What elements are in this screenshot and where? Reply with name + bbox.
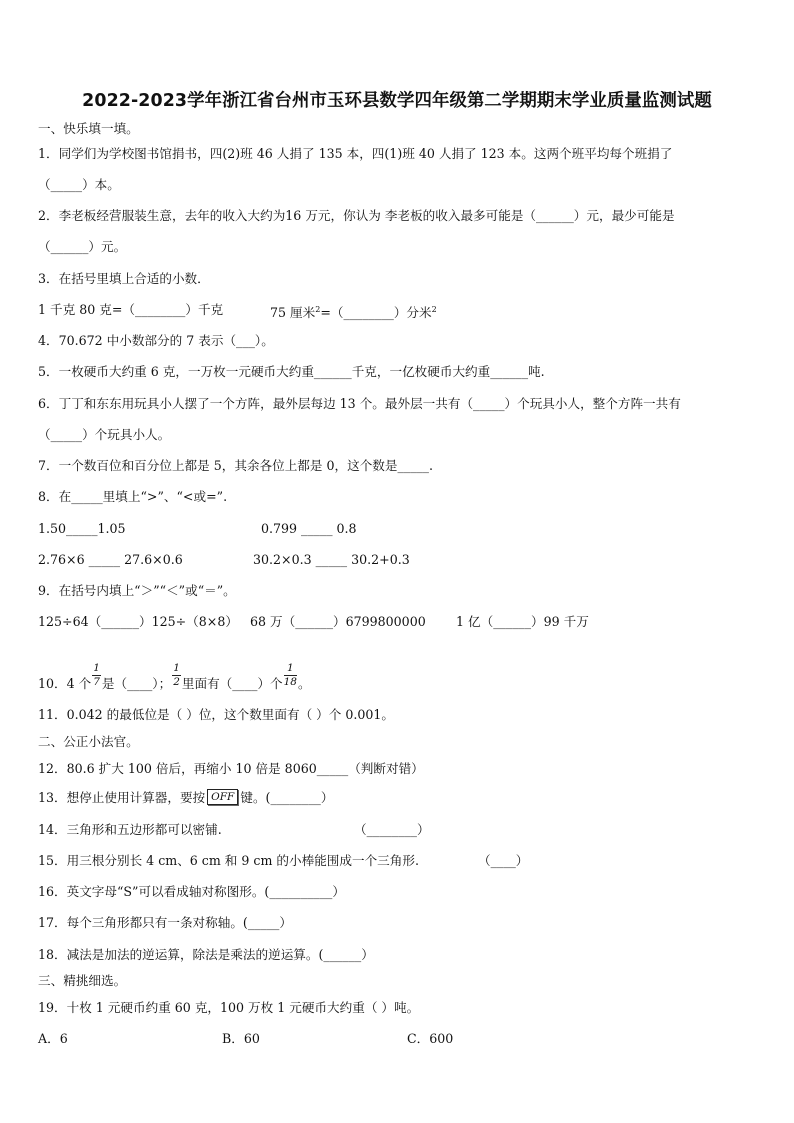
- fraction-denominator: 7: [93, 676, 100, 688]
- question-12: 12．80.6 扩大 100 倍后，再缩小 10 倍是 8060_____（判断对错）: [38, 761, 424, 776]
- fraction-denominator: 2: [173, 676, 180, 688]
- question-1-line-2: （_____）本。: [38, 177, 120, 192]
- question-3-part-b-pre: 75 厘米: [270, 305, 316, 321]
- fraction-one-half: [172, 663, 181, 688]
- question-10: [38, 662, 311, 697]
- question-8-part-c: 2.76×6 _____ 27.6×0.6: [38, 552, 183, 567]
- off-key-icon: OFF: [207, 789, 238, 805]
- question-2-line-1: 2．李老板经营服装生意，去年的收入大约为16 万元，你认为 李老板的收入最多可能是（______）元，最少可能是: [38, 208, 675, 223]
- question-8-part-d: 30.2×0.3 _____ 30.2+0.3: [253, 552, 410, 567]
- question-1-line-1: 1．同学们为学校图书馆捐书，四(2)班 46 人捐了 135 本，四(1)班 40 人捐了 123 本。这两个班平均每个班捐了: [38, 146, 673, 161]
- question-8-prompt: 8．在_____里填上“>”、“<或=”.: [38, 489, 228, 504]
- fraction-numerator: 1: [173, 662, 180, 674]
- question-19-option-b: B．60: [222, 1031, 260, 1046]
- question-18: 18．减法是加法的逆运算，除法是乘法的逆运算。(______）: [38, 947, 374, 962]
- question-9-prompt: 9．在括号内填上“＞”“＜”或“＝”。: [38, 583, 236, 598]
- section-heading-1: 一、快乐填一填。: [38, 121, 139, 136]
- question-3-sup-1: 2: [315, 305, 321, 314]
- question-8-part-b: 0.799 _____ 0.8: [261, 521, 357, 536]
- question-8-part-a: 1.50_____1.05: [38, 521, 126, 536]
- fraction-numerator: 1: [93, 662, 100, 674]
- question-3-sup-2: 2: [431, 305, 437, 314]
- question-9-part-a: 125÷64（______）125÷（8×8）: [38, 614, 238, 629]
- question-6-line-1: 6．丁丁和东东用玩具小人摆了一个方阵，最外层每边 13 个。最外层一共有（_____）个玩具小人，整个方阵一共有: [38, 396, 681, 411]
- page-title: 2022-2023学年浙江省台州市玉环县数学四年级第二学期期末学业质量监测试题: [82, 91, 712, 111]
- question-2-line-2: （______）元。: [38, 239, 127, 254]
- question-13-post: 键。(________）: [240, 790, 334, 805]
- question-11: 11．0.042 的最低位是（ ）位，这个数里面有（ ）个 0.001。: [38, 707, 395, 722]
- question-13-pre: 13．想停止使用计算器，要按: [38, 790, 206, 805]
- question-3-prompt: 3．在括号里填上合适的小数．: [38, 271, 210, 286]
- question-15: 15．用三根分别长 4 cm、6 cm 和 9 cm 的小棒能围成一个三角形.: [38, 853, 419, 868]
- question-17: 17．每个三角形都只有一条对称轴。(_____）: [38, 915, 292, 930]
- question-13: [38, 790, 333, 807]
- question-3-part-b-mid: =（________）分米: [320, 305, 432, 321]
- question-3-part-b: [270, 302, 437, 321]
- question-9-part-b: 68 万（______）6799800000: [250, 614, 426, 629]
- question-10-part-4: 。: [298, 676, 311, 691]
- question-9-part-c: 1 亿（______）99 千万: [456, 614, 589, 629]
- question-15-blank: （____）: [478, 853, 529, 868]
- question-6-line-2: （_____）个玩具小人。: [38, 427, 171, 442]
- question-3-part-a: 1 千克 80 克=（________）千克: [38, 302, 224, 317]
- question-19-option-c: C．600: [407, 1031, 454, 1046]
- question-14: 14．三角形和五边形都可以密铺.: [38, 822, 222, 837]
- fraction-denominator: 18: [283, 676, 297, 688]
- question-5: 5．一枚硬币大约重 6 克，一万枚一元硬币大约重______千克，一亿枚硬币大约重______吨.: [38, 364, 545, 379]
- question-4: 4．70.672 中小数部分的 7 表示（___）。: [38, 333, 274, 348]
- question-10-part-3: 里面有（____）个: [181, 676, 283, 691]
- question-16: 16．英文字母“S”可以看成轴对称图形。(__________）: [38, 884, 345, 899]
- question-10-part-1: 10．4 个: [38, 676, 92, 691]
- fraction-one-eighteenth: [284, 663, 297, 688]
- question-19: 19．十枚 1 元硬币约重 60 克，100 万枚 1 元硬币大约重（ ）吨。: [38, 1000, 420, 1015]
- fraction-one-seventh: [92, 663, 101, 688]
- section-heading-2: 二、公正小法官。: [38, 734, 139, 749]
- section-heading-3: 三、精挑细选。: [38, 973, 127, 988]
- question-10-part-2: 是（____）；: [101, 676, 172, 691]
- question-7: 7．一个数百位和百分位上都是 5，其余各位上都是 0，这个数是_____.: [38, 458, 433, 473]
- question-14-blank: （________）: [354, 822, 430, 837]
- question-19-option-a: A．6: [38, 1031, 68, 1046]
- fraction-numerator: 1: [284, 663, 297, 676]
